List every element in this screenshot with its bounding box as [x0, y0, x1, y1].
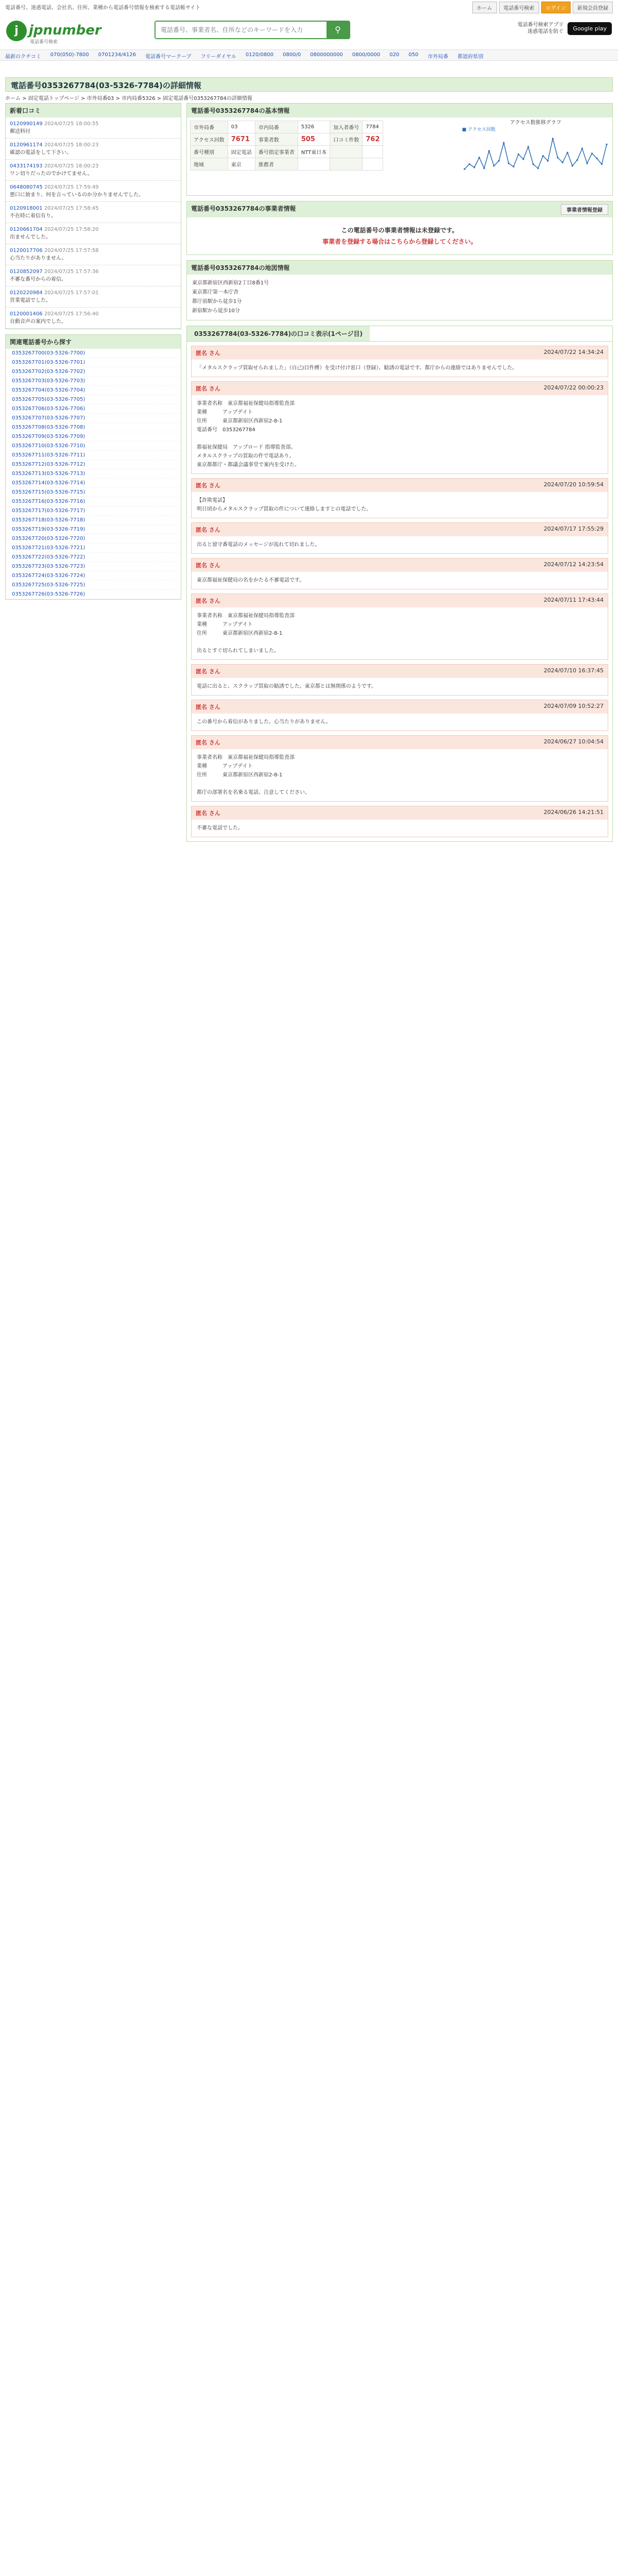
related-number-link[interactable]: 0353267708(03-5326-7708)	[6, 423, 181, 432]
comment-text: 営業電話でした。	[10, 298, 51, 303]
review-item	[191, 806, 608, 837]
review-body: 出ると留守番電話のメッセージが流れて切れました。	[197, 542, 320, 548]
comment-date: 2024/07/25 17:56:40	[44, 311, 99, 317]
reviews-tabs	[187, 326, 612, 342]
latest-comments-box	[5, 103, 181, 329]
comment-number[interactable]: 0120961174	[10, 142, 43, 148]
related-number-link[interactable]: 0353267716(03-5326-7716)	[6, 497, 181, 506]
register-business-button[interactable]: 事業者情報登録	[561, 204, 608, 215]
business-info-heading	[187, 201, 612, 217]
review-item	[191, 346, 608, 377]
comment-text: 不審な番号からの着信。	[10, 277, 66, 282]
review-date: 2024/06/27 10:04:54	[543, 738, 604, 745]
comment-date: 2024/07/25 18:00:55	[44, 121, 99, 127]
data-point	[464, 168, 465, 170]
table-key: 番号種別	[191, 146, 228, 158]
comment-date: 2024/07/25 17:58:20	[44, 227, 99, 232]
region-info-box	[186, 260, 613, 320]
series-line	[465, 139, 607, 169]
list-item	[6, 265, 181, 286]
basic-info-box	[186, 103, 613, 196]
comment-number[interactable]: 0648080745	[10, 184, 43, 190]
review-date: 2024/07/20 10:59:54	[543, 481, 604, 488]
review-author: 匿名 さん	[196, 704, 220, 710]
table-key: 口コミ件数	[330, 133, 363, 146]
table-value: 03	[228, 121, 255, 133]
reviews-box	[186, 326, 613, 842]
related-number-link[interactable]: 0353267715(03-5326-7715)	[6, 488, 181, 497]
data-point	[473, 166, 475, 168]
review-item	[191, 478, 608, 518]
related-number-link[interactable]: 0353267723(03-5326-7723)	[6, 562, 181, 571]
data-point	[527, 146, 529, 147]
nav-item[interactable]: 最新のクチコミ	[5, 54, 41, 60]
list-item	[6, 117, 181, 139]
comment-number[interactable]: 0120001406	[10, 311, 43, 317]
review-author: 匿名 さん	[196, 598, 220, 604]
nav-item[interactable]: 電話番号マークーブ	[145, 54, 192, 60]
review-date: 2024/07/09 10:52:27	[543, 703, 604, 709]
comment-number[interactable]: 0120017706	[10, 248, 43, 253]
nav-item[interactable]: 050	[408, 52, 419, 58]
comment-date: 2024/07/25 17:57:36	[44, 269, 99, 275]
table-row	[191, 158, 383, 171]
review-header	[192, 558, 608, 572]
app-promo-line1: 電話番号検索アプリ	[517, 22, 564, 28]
region-line: 東京都新宿区西新宿2丁目8番1号	[192, 280, 269, 286]
list-item	[6, 286, 181, 308]
comment-text: 自動音声の案内でした。	[10, 319, 66, 325]
chart-legend: ■ アクセス回数	[462, 127, 496, 132]
comment-date: 2024/07/25 17:57:01	[44, 290, 99, 296]
table-key: 番号指定事業者	[255, 146, 298, 158]
related-numbers-heading: 関連電話番号から探す	[6, 335, 181, 349]
review-item	[191, 664, 608, 696]
comment-date: 2024/07/25 17:57:58	[44, 248, 99, 253]
data-point	[483, 167, 485, 169]
basic-info-table	[190, 121, 383, 171]
related-number-link[interactable]: 0353267712(03-5326-7712)	[6, 460, 181, 469]
table-key: 加入者番号	[330, 121, 363, 133]
breadcrumb[interactable]: ホーム > 固定電話トップページ > 市外局番03 > 市内局番5326 > 固定電話番号0353267784の詳細情報	[5, 96, 252, 101]
table-value	[363, 146, 383, 158]
review-header	[192, 700, 608, 714]
search-bar	[154, 21, 350, 39]
app-promo-line2: 迷惑電話を防ぐ	[527, 29, 564, 35]
related-number-link[interactable]: 0353267703(03-5326-7703)	[6, 377, 181, 386]
review-item	[191, 381, 608, 474]
business-notice-line2[interactable]: 事業者を登録する場合はこちらから登録してください。	[322, 238, 477, 245]
table-value: 762	[363, 133, 383, 146]
related-number-link[interactable]: 0353267722(03-5326-7722)	[6, 553, 181, 562]
app-promo	[518, 22, 612, 35]
data-point	[576, 159, 578, 161]
region-list	[187, 275, 612, 320]
related-number-link[interactable]: 0353267709(03-5326-7709)	[6, 432, 181, 442]
search-icon[interactable]: ⚲	[327, 22, 349, 38]
nav-item[interactable]: 0800/0000	[352, 52, 381, 58]
basic-info-heading: 電話番号0353267784の基本情報	[187, 104, 612, 117]
review-body: 【詐欺電話】 明日頃からメタルスクラップ買取の件について連絡しますとの電話でした。	[197, 498, 372, 512]
google-play-button[interactable]: Google play	[568, 22, 612, 35]
review-body: 事業者名称 東京都福祉保健局指導監査部 業種 アップデイト 住所 東京都新宿区西新宿2-8-1 都庁の部署名を名乗る電話。注意してください。	[197, 755, 310, 795]
region-line: 都庁前駅から徒歩1分	[192, 299, 242, 304]
review-item	[191, 522, 608, 554]
nav-item[interactable]: 都道府県別	[457, 54, 484, 60]
comment-number[interactable]: 0120220984	[10, 290, 43, 296]
table-value: 7784	[363, 121, 383, 133]
logo-mark: j	[6, 21, 27, 41]
business-notice	[187, 217, 612, 255]
review-body: 事業者名称 東京都福祉保健局指導監査部 業種 アップデイト 住所 東京都新宿区西新宿2-8-1 出るとすぐ切られてしまいました。	[197, 613, 295, 654]
review-date: 2024/07/11 17:43:44	[543, 597, 604, 603]
chart-legend-label: アクセス回数	[468, 127, 496, 132]
review-author: 匿名 さん	[196, 527, 220, 533]
comment-date: 2024/07/25 17:58:45	[44, 206, 99, 211]
review-body: この番号から着信がありました。心当たりがありません。	[197, 719, 331, 725]
nav-item[interactable]: 020	[389, 52, 400, 58]
review-header	[192, 479, 608, 492]
data-point	[488, 150, 490, 151]
nav-item[interactable]: 0120/0800	[245, 52, 274, 58]
table-key: 事業者数	[255, 133, 298, 146]
nav-item[interactable]: 0800000000	[310, 52, 343, 58]
related-number-link[interactable]: 0353267705(03-5326-7705)	[6, 395, 181, 404]
review-date: 2024/07/22 14:34:24	[543, 349, 604, 355]
search-input[interactable]	[156, 22, 325, 38]
related-number-link[interactable]: 0353267713(03-5326-7713)	[6, 469, 181, 479]
data-point	[493, 165, 495, 166]
related-number-link[interactable]: 0353267700(03-5326-7700)	[6, 349, 181, 358]
table-value: NTT東日本	[298, 146, 330, 158]
review-author: 匿名 さん	[196, 562, 220, 569]
data-point	[591, 152, 593, 154]
table-value: 東京	[228, 158, 255, 171]
review-body: 電話に出ると、スクラップ買取の勧誘でした。東京都とは無関係のようです。	[197, 684, 376, 689]
review-header	[192, 594, 608, 607]
nav-item[interactable]: 市外局番	[427, 54, 449, 60]
review-date: 2024/06/26 14:21:51	[543, 809, 604, 816]
topbar	[0, 0, 618, 12]
list-item	[6, 160, 181, 181]
data-point	[552, 138, 554, 139]
topbar-text: 電話番号、迷惑電話、会社名、住所、業種から電話番号情報を検索する電話帳サイト	[5, 5, 201, 11]
review-body: 「メタルスクラップ買取せられました」（自己)目件縛）を受け付け窓口（登録）、勧誘の電話です。都庁からの連絡ではありませんでした。	[197, 365, 518, 371]
comment-number[interactable]: 0433174193	[10, 163, 43, 169]
data-point	[508, 162, 509, 164]
list-item	[6, 244, 181, 265]
header	[0, 12, 618, 47]
data-point	[581, 148, 583, 149]
data-point	[503, 142, 505, 143]
review-header	[192, 523, 608, 536]
review-item	[191, 700, 608, 731]
comment-text: 確認の電話をして下さい。	[10, 150, 72, 156]
comment-number[interactable]: 0120918001	[10, 206, 43, 211]
list-item	[6, 202, 181, 223]
data-point	[562, 162, 563, 163]
related-number-link[interactable]: 0353267711(03-5326-7711)	[6, 451, 181, 460]
logo-name: jpnumber	[29, 23, 101, 38]
table-key	[330, 158, 363, 171]
review-author: 匿名 さん	[196, 385, 220, 392]
data-point	[513, 166, 514, 167]
logo-subtitle: 電話番号検索	[30, 40, 58, 45]
related-numbers-box	[5, 334, 181, 600]
review-item	[191, 735, 608, 802]
review-author: 匿名 さん	[196, 350, 220, 357]
table-row	[191, 121, 383, 133]
comment-date: 2024/07/25 18:00:23	[44, 163, 99, 169]
comment-date: 2024/07/25 17:59:49	[44, 184, 99, 190]
data-point	[566, 152, 568, 154]
data-point	[572, 165, 573, 166]
nav-item[interactable]: 070(050)-7800	[50, 52, 89, 58]
review-date: 2024/07/12 14:23:54	[543, 561, 604, 568]
table-value: 505	[298, 133, 330, 146]
comment-text: ワン切りだったのでかけてません。	[10, 171, 93, 177]
table-key: 市外局番	[191, 121, 228, 133]
comment-text: 郵送料付	[10, 129, 30, 134]
data-point	[523, 158, 524, 160]
related-number-link[interactable]: 0353267710(03-5326-7710)	[6, 442, 181, 451]
register-button[interactable]: 新規会員登録	[573, 2, 613, 13]
related-number-link[interactable]: 0353267725(03-5326-7725)	[6, 581, 181, 590]
related-number-link[interactable]: 0353267724(03-5326-7724)	[6, 571, 181, 581]
data-point	[596, 158, 597, 159]
related-number-link[interactable]: 0353267720(03-5326-7720)	[6, 534, 181, 544]
review-header	[192, 736, 608, 749]
table-key: 地域	[191, 158, 228, 171]
data-point	[586, 162, 588, 164]
table-value: 5326	[298, 121, 330, 133]
table-value	[363, 158, 383, 171]
business-info-title: 電話番号0353267784の事業者情報	[191, 205, 296, 212]
related-number-link[interactable]: 0353267707(03-5326-7707)	[6, 414, 181, 423]
comment-text: 悪口に始まり、何を言っているのか分かりませんでした。	[10, 192, 144, 198]
list-item	[6, 308, 181, 329]
chart-title: アクセス数推移グラフ	[510, 120, 561, 126]
review-date: 2024/07/10 16:37:45	[543, 667, 604, 674]
table-value: 7671	[228, 133, 255, 146]
business-info-box	[186, 201, 613, 255]
related-number-link[interactable]: 0353267721(03-5326-7721)	[6, 544, 181, 553]
phone-search-button[interactable]: 電話番号検索	[499, 2, 539, 13]
login-button[interactable]: ログイン	[541, 2, 571, 13]
comment-text: 出ませんでした。	[10, 234, 51, 240]
region-info-heading: 電話番号0353267784の地図情報	[187, 261, 612, 275]
sidebar	[5, 103, 181, 605]
comment-number[interactable]: 0120990149	[10, 121, 43, 127]
main-nav	[0, 49, 618, 61]
related-number-link[interactable]: 0353267701(03-5326-7701)	[6, 358, 181, 367]
review-header	[192, 806, 608, 820]
review-author: 匿名 さん	[196, 482, 220, 489]
related-number-link[interactable]: 0353267717(03-5326-7717)	[6, 506, 181, 516]
review-item	[191, 594, 608, 660]
review-author: 匿名 さん	[196, 810, 220, 817]
region-line: 東京都庁第一本庁舎	[192, 290, 238, 295]
table-key: 市内局番	[255, 121, 298, 133]
page-title: 電話番号0353267784(03-5326-7784)の詳細情報	[5, 77, 613, 92]
review-body: 東京都福祉保健局の名をかたる不審電話です。	[197, 578, 305, 583]
review-header	[192, 346, 608, 360]
comment-text: 不在時に着信有り。	[10, 213, 56, 219]
tab-reviews[interactable]: 0353267784(03-5326-7784)の口コミ表示(1ページ目)	[187, 326, 370, 341]
data-point	[547, 160, 548, 162]
review-header	[192, 382, 608, 395]
data-point	[601, 163, 603, 165]
main-content	[186, 103, 613, 847]
site-logo[interactable]	[6, 16, 101, 45]
review-author: 匿名 さん	[196, 668, 220, 675]
chart-plot	[462, 132, 609, 179]
data-point	[542, 155, 544, 157]
related-number-link[interactable]: 0353267706(03-5326-7706)	[6, 404, 181, 414]
comment-number[interactable]: 0120661704	[10, 227, 43, 232]
list-item	[6, 223, 181, 244]
related-number-link[interactable]: 0353267702(03-5326-7702)	[6, 367, 181, 377]
related-number-link[interactable]: 0353267726(03-5326-7726)	[6, 590, 181, 599]
review-date: 2024/07/17 17:55:29	[543, 526, 604, 532]
nav-item[interactable]: 0800/0	[283, 52, 301, 58]
related-number-link[interactable]: 0353267719(03-5326-7719)	[6, 525, 181, 534]
review-body: 不審な電話でした。	[197, 825, 243, 831]
home-button[interactable]: ホーム	[472, 2, 497, 13]
list-item	[6, 181, 181, 202]
table-row	[191, 133, 383, 146]
data-point	[557, 157, 558, 158]
review-body: 事業者名称 東京都福祉保健局指導監査部 業種 アップデイト 住所 東京都新宿区西新宿2-8-1 電話番号 0353267784 都福祉保健局 アップロード 指導監査部。 メタルスクラップの買取の件で電話あり。 東京都都庁・都議会議事堂で案内を受けた。	[197, 401, 300, 468]
data-point	[537, 167, 539, 169]
comment-number[interactable]: 0120852097	[10, 269, 43, 275]
table-key: アクセス回数	[191, 133, 228, 146]
review-author: 匿名 さん	[196, 739, 220, 746]
review-date: 2024/07/22 00:00:23	[543, 384, 604, 391]
table-value	[298, 158, 330, 171]
table-key	[330, 146, 363, 158]
review-header	[192, 665, 608, 678]
data-point	[478, 157, 480, 158]
region-line: 新宿駅から徒歩10分	[192, 308, 240, 314]
table-key: 推薦者	[255, 158, 298, 171]
access-chart	[462, 118, 609, 180]
data-point	[469, 163, 470, 165]
related-number-link[interactable]: 0353267704(03-5326-7704)	[6, 386, 181, 395]
data-point	[518, 154, 519, 155]
data-point	[533, 163, 534, 165]
related-number-link[interactable]: 0353267714(03-5326-7714)	[6, 479, 181, 488]
business-notice-line1: この電話番号の事業者情報は未登録です。	[341, 227, 458, 234]
list-item	[6, 139, 181, 160]
nav-item[interactable]: 0701234/4126	[98, 52, 136, 58]
app-promo-text	[518, 22, 564, 35]
data-point	[606, 144, 607, 145]
nav-item[interactable]: フリーダイヤル	[200, 54, 236, 60]
table-row	[191, 146, 383, 158]
latest-comments-heading: 新着口コミ	[6, 104, 181, 117]
table-value: 固定電話	[228, 146, 255, 158]
data-point	[498, 160, 500, 162]
review-item	[191, 558, 608, 589]
comment-date: 2024/07/25 18:00:23	[44, 142, 99, 148]
topbar-actions	[472, 2, 613, 13]
related-number-link[interactable]: 0353267718(03-5326-7718)	[6, 516, 181, 525]
comment-text: 心当たりがありません。	[10, 256, 67, 261]
